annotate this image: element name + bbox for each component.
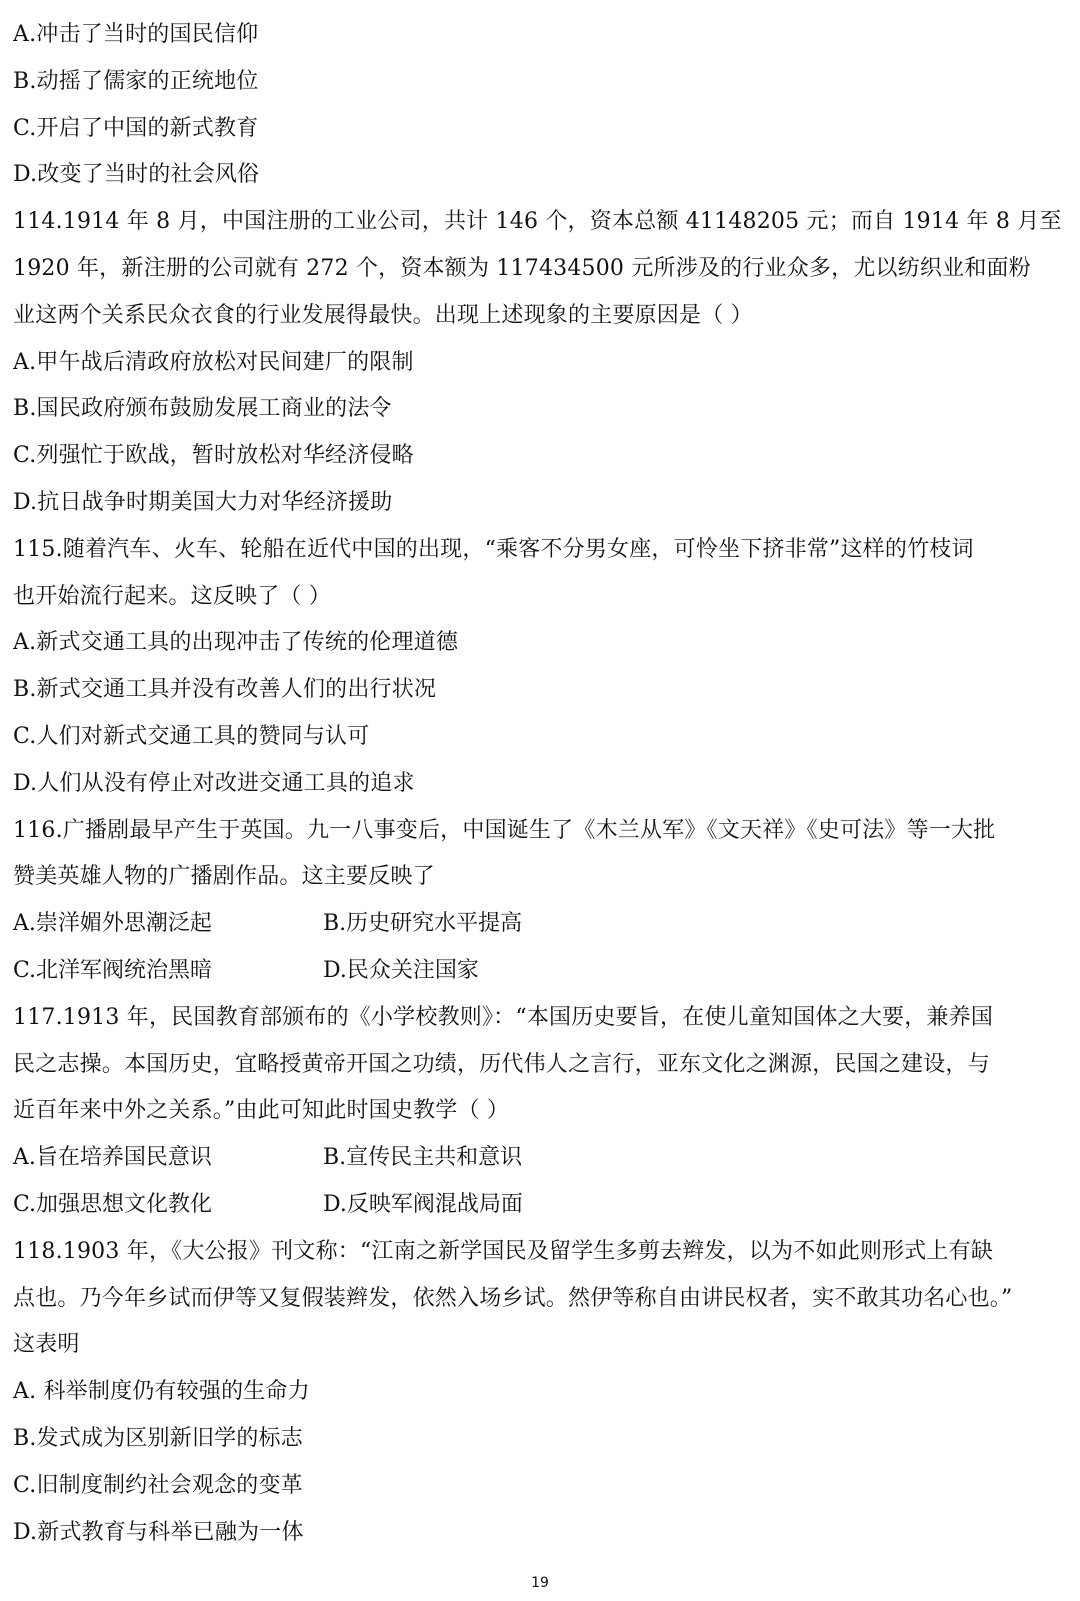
q116-stem-line-1: 116.广播剧最早产生于英国。九一八事变后，中国诞生了《木兰从军》《文天祥》《史可法》等一大批	[13, 817, 996, 843]
q118-stem-line-3: 这表明	[13, 1332, 80, 1358]
q116-options-row-1	[13, 901, 1073, 948]
q115-option-b: B.新式交通工具并没有改善人们的出行状况	[13, 677, 437, 703]
page-number: 19	[531, 1575, 549, 1591]
q118-option-b: B.发式成为区别新旧学的标志	[13, 1425, 303, 1451]
q116-stem-line-2: 赞美英雄人物的广播剧作品。这主要反映了	[13, 864, 435, 890]
q114-stem-line-3: 业这两个关系民众衣食的行业发展得最快。出现上述现象的主要原因是（ ）	[13, 302, 753, 328]
q116-option-b: B.历史研究水平提高	[323, 911, 523, 937]
q118-stem-line-1: 118.1903 年，《大公报》刊文称：“江南之新学国民及留学生多剪去辫发，以为不如此则形式上有缺	[13, 1238, 994, 1264]
q113-option-a: A.冲击了当时的国民信仰	[13, 22, 259, 47]
q114-option-b: B.国民政府颁布鼓励发展工商业的法令	[13, 396, 392, 422]
q115-option-c: C.人们对新式交通工具的赞同与认可	[13, 723, 370, 749]
q117-options-row-2	[13, 1182, 1073, 1229]
q116-option-a: A.崇洋媚外思潮泛起	[13, 911, 212, 937]
q117-option-d: D.反映军阀混战局面	[323, 1191, 523, 1217]
q114-stem-line-2: 1920 年，新注册的公司就有 272 个，资本额为 117434500 元所涉及的行业众多，尤以纺织业和面粉	[13, 255, 1031, 281]
q116-options-row-2	[13, 948, 1073, 995]
q115-stem-line-1: 115.随着汽车、火车、轮船在近代中国的出现，“乘客不分男女座，可怜坐下挤非常”这样的竹枝词	[13, 536, 974, 562]
q117-option-c: C.加强思想文化教化	[13, 1191, 213, 1217]
q114-option-d: D.抗日战争时期美国大力对华经济援助	[13, 489, 393, 515]
q118-option-d: D.新式教育与科举已融为一体	[13, 1519, 304, 1545]
q118-stem-line-2: 点也。乃今年乡试而伊等又复假装辫发，依然入场乡试。然伊等称自由讲民权者，实不敢其功名心也。”	[13, 1285, 1013, 1311]
q116-option-c: C.北洋军阀统治黑暗	[13, 957, 213, 983]
q113-option-c: C.开启了中国的新式教育	[13, 115, 259, 141]
q114-option-c: C.列强忙于欧战，暂时放松对华经济侵略	[13, 443, 414, 469]
q115-option-d: D.人们从没有停止对改进交通工具的追求	[13, 770, 415, 796]
q116-option-d: D.民众关注国家	[323, 957, 479, 983]
q117-stem-line-1: 117.1913 年，民国教育部颁布的《小学校教则》：“本国历史要旨，在使儿童知国体之大要，兼养国	[13, 1004, 994, 1030]
q113-option-b: B.动摇了儒家的正统地位	[13, 68, 259, 94]
q117-option-b: B.宣传民主共和意识	[323, 1145, 523, 1171]
q114-option-a: A.甲午战后清政府放松对民间建厂的限制	[13, 349, 414, 375]
q117-options-row-1	[13, 1135, 1073, 1182]
q117-stem-line-3: 近百年来中外之关系。”由此可知此时国史教学（ ）	[13, 1098, 510, 1124]
q118-option-a: A. 科举制度仍有较强的生命力	[13, 1379, 310, 1405]
q117-option-a: A.旨在培养国民意识	[13, 1145, 212, 1171]
q115-stem-line-2: 也开始流行起来。这反映了（ ）	[13, 583, 331, 609]
q114-stem-line-1: 114.1914 年 8 月，中国注册的工业公司，共计 146 个，资本总额 41148205 元；而自 1914 年 8 月至	[13, 209, 1062, 235]
q117-stem-line-2: 民之志操。本国历史，宜略授黄帝开国之功绩，历代伟人之言行，亚东文化之渊源，民国之建设，与	[13, 1051, 990, 1077]
q118-option-c: C.旧制度制约社会观念的变革	[13, 1472, 303, 1498]
exam-page	[13, 12, 1073, 1556]
q113-option-d: D.改变了当时的社会风俗	[13, 162, 260, 188]
q115-option-a: A.新式交通工具的出现冲击了传统的伦理道德	[13, 630, 459, 656]
